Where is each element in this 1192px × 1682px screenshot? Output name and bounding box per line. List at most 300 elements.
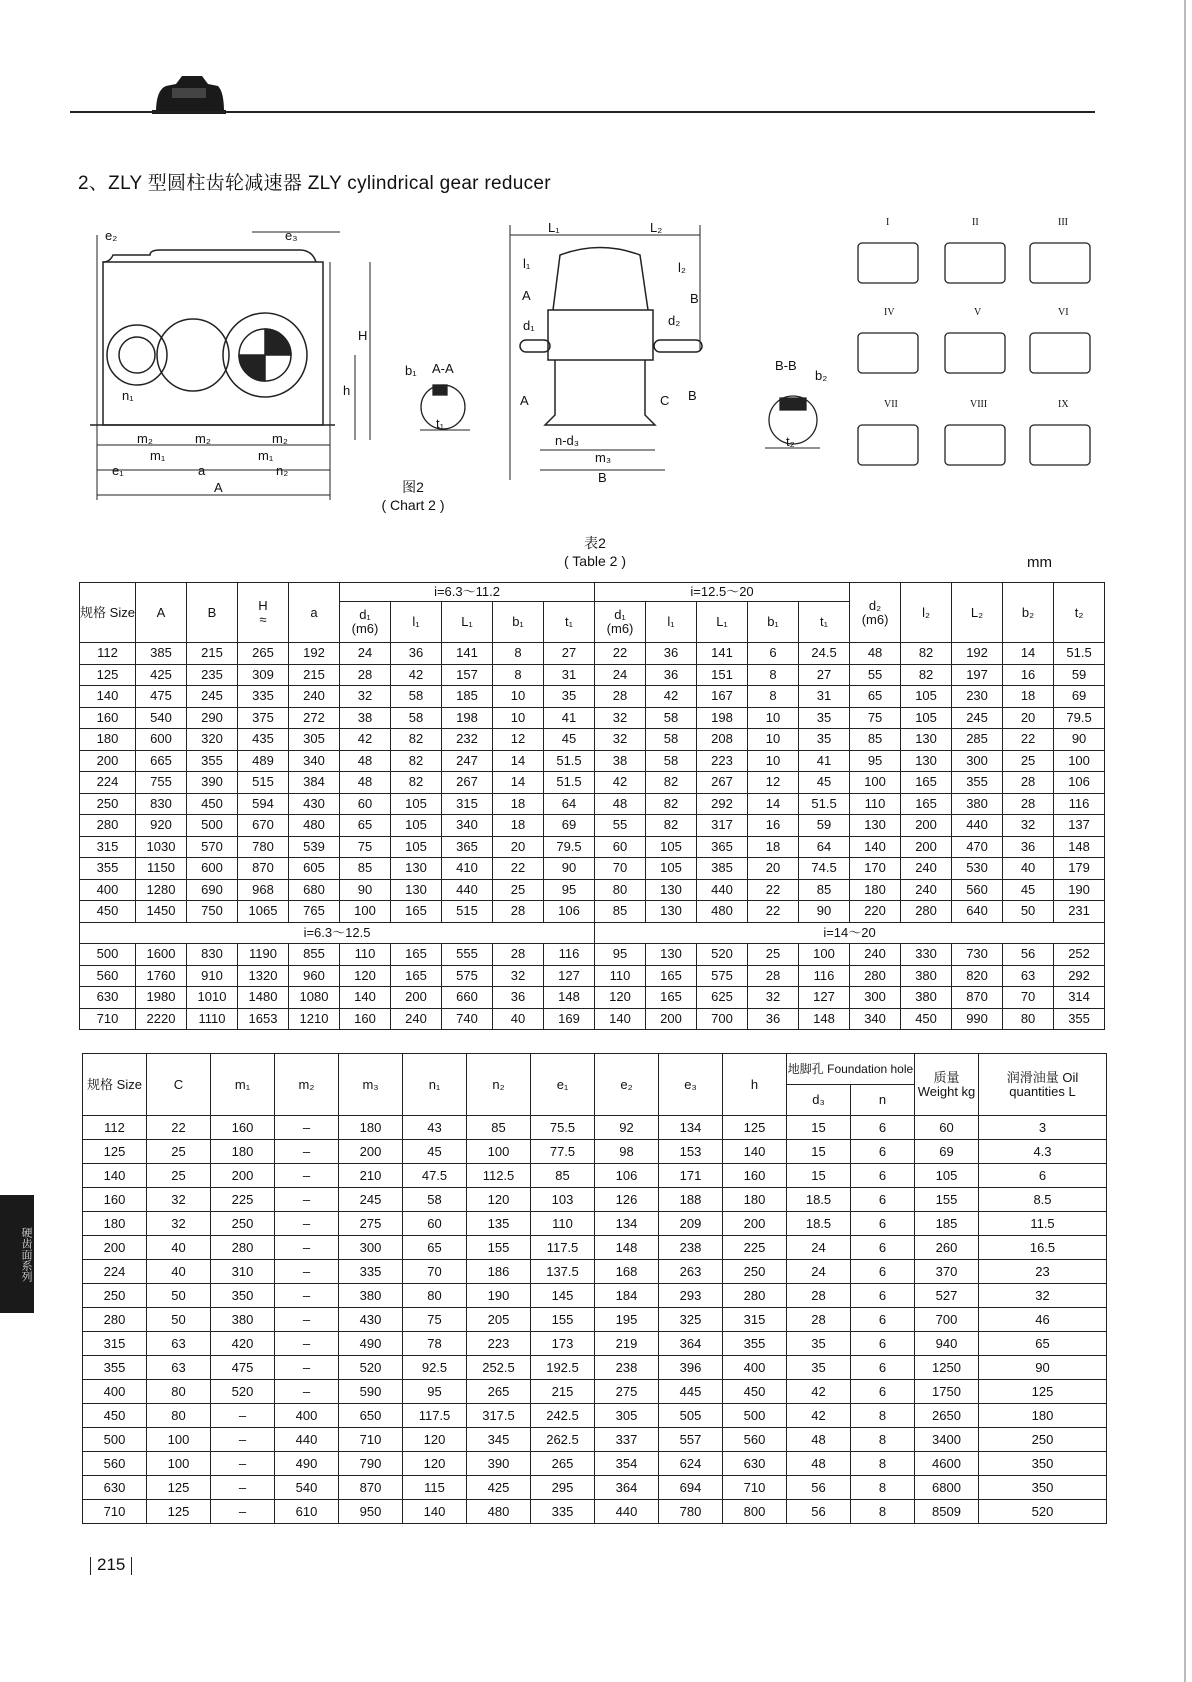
svg-text:II: II — [972, 217, 979, 228]
table-cell: 90 — [979, 1356, 1107, 1380]
table-cell: 40 — [147, 1236, 211, 1260]
table-cell: 380 — [211, 1308, 275, 1332]
front-view-labels — [105, 228, 367, 495]
table-row — [83, 1476, 1107, 1500]
table-cell: 28 — [1003, 793, 1054, 815]
table-cell: 188 — [659, 1188, 723, 1212]
table-cell: 85 — [531, 1164, 595, 1188]
table-cell: 85 — [850, 729, 901, 751]
table-cell: 60 — [403, 1212, 467, 1236]
table-cell: 600 — [187, 858, 238, 880]
table-cell: 75 — [403, 1308, 467, 1332]
table-cell: 490 — [339, 1332, 403, 1356]
table-cell: 116 — [799, 965, 850, 987]
table-cell: 489 — [238, 750, 289, 772]
svg-text:n₂: n₂ — [276, 463, 289, 478]
group-ratio-1: i=6.3～11.2 — [340, 583, 595, 602]
table-cell: 36 — [1003, 836, 1054, 858]
table-cell: 36 — [646, 643, 697, 665]
table-cell: 55 — [595, 815, 646, 837]
table-row — [80, 901, 1105, 923]
chart-caption — [378, 478, 448, 514]
table-cell: 16.5 — [979, 1236, 1107, 1260]
table-cell: 77.5 — [531, 1140, 595, 1164]
table-cell: 480 — [467, 1500, 531, 1524]
table-row — [80, 1008, 1105, 1030]
table-cell: – — [275, 1380, 339, 1404]
table-cell: 390 — [467, 1452, 531, 1476]
table-cell: 134 — [659, 1116, 723, 1140]
table-cell: 60 — [595, 836, 646, 858]
col-b1: b₁ — [493, 602, 544, 643]
table-cell: 35 — [787, 1356, 851, 1380]
table-cell: – — [275, 1284, 339, 1308]
table-cell: 820 — [952, 965, 1003, 987]
table-cell: 60 — [915, 1116, 979, 1140]
table-cell: 100 — [147, 1428, 211, 1452]
table-cell: 450 — [80, 901, 136, 923]
table-cell: 20 — [748, 858, 799, 880]
table-cell: – — [275, 1236, 339, 1260]
table-cell: 230 — [952, 686, 1003, 708]
table-cell: 231 — [1054, 901, 1105, 923]
table-cell: 3400 — [915, 1428, 979, 1452]
col-A: A — [136, 583, 187, 643]
table-cell: 380 — [901, 987, 952, 1009]
table-cell: 195 — [595, 1308, 659, 1332]
table-cell: 200 — [211, 1164, 275, 1188]
table-cell: 60 — [340, 793, 391, 815]
table-cell: 520 — [339, 1356, 403, 1380]
table-cell: 10 — [748, 750, 799, 772]
table-cell: 171 — [659, 1164, 723, 1188]
table-cell: 920 — [136, 815, 187, 837]
table-cell: 117.5 — [531, 1236, 595, 1260]
table-cell: 309 — [238, 664, 289, 686]
table-cell: 130 — [646, 879, 697, 901]
table-row — [83, 1260, 1107, 1284]
table-cell: 527 — [915, 1284, 979, 1308]
table-cell: 680 — [289, 879, 340, 901]
table-cell: 292 — [697, 793, 748, 815]
section-bb-labels — [775, 358, 827, 449]
table-cell: 570 — [187, 836, 238, 858]
table-cell: 260 — [915, 1236, 979, 1260]
table-cell: 480 — [289, 815, 340, 837]
table-cell: 50 — [1003, 901, 1054, 923]
table-row — [80, 664, 1105, 686]
table-cell: 22 — [1003, 729, 1054, 751]
table-cell: 137.5 — [531, 1260, 595, 1284]
table-cell: 1600 — [136, 944, 187, 966]
table-cell: 830 — [136, 793, 187, 815]
table-cell: 28 — [493, 944, 544, 966]
table-cell: 425 — [467, 1476, 531, 1500]
table-cell: 8 — [851, 1428, 915, 1452]
table-cell: 730 — [952, 944, 1003, 966]
chart-caption-en: ( Chart 2 ) — [381, 497, 445, 513]
table-cell: 400 — [83, 1380, 147, 1404]
table-cell: 870 — [952, 987, 1003, 1009]
table-cell: 58 — [646, 750, 697, 772]
svg-text:VII: VII — [884, 399, 898, 410]
col2-m2: m₂ — [275, 1054, 339, 1116]
table-cell: 184 — [595, 1284, 659, 1308]
col-l1: l₁ — [391, 602, 442, 643]
table-row — [80, 686, 1105, 708]
table-cell: 45 — [1003, 879, 1054, 901]
col-d1-b: d₁ (m6) — [595, 602, 646, 643]
table-cell: 192.5 — [531, 1356, 595, 1380]
table-cell: 250 — [979, 1428, 1107, 1452]
table-cell: 100 — [340, 901, 391, 923]
table-cell: 165 — [391, 901, 442, 923]
table-cell: 59 — [799, 815, 850, 837]
table-cell: 14 — [493, 750, 544, 772]
table-cell: 247 — [442, 750, 493, 772]
col-l2: l₂ — [901, 583, 952, 643]
table-cell: 105 — [901, 686, 952, 708]
table-cell: 6 — [851, 1380, 915, 1404]
table-cell: 170 — [850, 858, 901, 880]
table-cell: – — [275, 1308, 339, 1332]
table-cell: 450 — [723, 1380, 787, 1404]
table-cell: 15 — [787, 1116, 851, 1140]
table-cell: 275 — [595, 1380, 659, 1404]
table-cell: 317 — [697, 815, 748, 837]
table-cell: 32 — [979, 1284, 1107, 1308]
table-cell: 215 — [289, 664, 340, 686]
table-cell: 125 — [147, 1476, 211, 1500]
table-cell: 314 — [1054, 987, 1105, 1009]
table-cell: 1110 — [187, 1008, 238, 1030]
table-cell: 280 — [211, 1236, 275, 1260]
table-cell: 45 — [403, 1140, 467, 1164]
table-cell: 100 — [147, 1452, 211, 1476]
table-cell: 280 — [901, 901, 952, 923]
table-cell: 22 — [147, 1116, 211, 1140]
col2-foundation: 地脚孔 Foundation hole — [787, 1054, 915, 1085]
svg-text:e₃: e₃ — [285, 228, 298, 243]
section-bb-drawing — [765, 396, 820, 448]
table-cell: 215 — [187, 643, 238, 665]
table-row — [83, 1188, 1107, 1212]
table-cell: 140 — [850, 836, 901, 858]
table-cell: 148 — [595, 1236, 659, 1260]
svg-text:d₁: d₁ — [523, 318, 535, 333]
table-cell: 1280 — [136, 879, 187, 901]
side-view-labels — [520, 220, 699, 485]
table-cell: 82 — [391, 750, 442, 772]
table-cell: 200 — [83, 1236, 147, 1260]
table-cell: 18 — [493, 793, 544, 815]
table-cell: 192 — [952, 643, 1003, 665]
svg-text:m₂: m₂ — [137, 431, 153, 446]
table-cell: 130 — [391, 858, 442, 880]
table-cell: 390 — [187, 772, 238, 794]
table-cell: 242.5 — [531, 1404, 595, 1428]
table-cell: 20 — [493, 836, 544, 858]
svg-text:IX: IX — [1058, 399, 1069, 410]
table-cell: – — [275, 1212, 339, 1236]
table-cell: 245 — [187, 686, 238, 708]
table-cell: 127 — [799, 987, 850, 1009]
table-cell: 300 — [952, 750, 1003, 772]
table-cell: 82 — [901, 643, 952, 665]
table-cell: 58 — [646, 729, 697, 751]
table-cell: 180 — [211, 1140, 275, 1164]
table-cell: 200 — [901, 815, 952, 837]
mid-ratio-group-2: i=14～20 — [595, 922, 1105, 944]
table-row — [83, 1452, 1107, 1476]
col-l1-b: l₁ — [646, 602, 697, 643]
table-cell: 4.3 — [979, 1140, 1107, 1164]
table-cell: 385 — [697, 858, 748, 880]
table-cell: 126 — [595, 1188, 659, 1212]
table-cell: 1080 — [289, 987, 340, 1009]
svg-text:l₁: l₁ — [523, 256, 531, 271]
table-cell: 410 — [442, 858, 493, 880]
col-b1-b: b₁ — [748, 602, 799, 643]
table-cell: 594 — [238, 793, 289, 815]
table-cell: 235 — [187, 664, 238, 686]
col2-h: h — [723, 1054, 787, 1116]
table-cell: 112 — [80, 643, 136, 665]
col2-m1: m₁ — [211, 1054, 275, 1116]
table-cell: 223 — [697, 750, 748, 772]
table-cell: 780 — [659, 1500, 723, 1524]
table-cell: 141 — [442, 643, 493, 665]
table-cell: 14 — [1003, 643, 1054, 665]
table-row — [80, 729, 1105, 751]
table-cell: 335 — [531, 1500, 595, 1524]
table-cell: 48 — [595, 793, 646, 815]
table-cell: 450 — [901, 1008, 952, 1030]
table-cell: 173 — [531, 1332, 595, 1356]
table-cell: 64 — [799, 836, 850, 858]
table-cell: – — [275, 1188, 339, 1212]
table-cell: 6 — [748, 643, 799, 665]
table-cell: 38 — [595, 750, 646, 772]
table-cell: 167 — [697, 686, 748, 708]
table-cell: 515 — [238, 772, 289, 794]
table-cell: 350 — [211, 1284, 275, 1308]
table-cell: 140 — [403, 1500, 467, 1524]
svg-text:e₂: e₂ — [105, 228, 118, 243]
brand-logo — [152, 72, 226, 116]
table-cell: 24 — [787, 1260, 851, 1284]
table-row — [80, 965, 1105, 987]
unit-label: mm — [1027, 554, 1052, 571]
table-cell: 765 — [289, 901, 340, 923]
table-row — [83, 1404, 1107, 1428]
table-cell: 63 — [147, 1356, 211, 1380]
table-cell: 350 — [979, 1476, 1107, 1500]
col-size: 规格 Size — [80, 583, 136, 643]
table-cell: 340 — [850, 1008, 901, 1030]
table-cell: 80 — [147, 1404, 211, 1428]
table-cell: 28 — [787, 1284, 851, 1308]
table-cell: 16 — [1003, 664, 1054, 686]
table-cell: 120 — [403, 1428, 467, 1452]
table-cell: 200 — [80, 750, 136, 772]
table-cell: 134 — [595, 1212, 659, 1236]
svg-text:III: III — [1058, 217, 1068, 228]
table-cell: 59 — [1054, 664, 1105, 686]
table-cell: 42 — [646, 686, 697, 708]
table-cell: 36 — [748, 1008, 799, 1030]
table-cell: 120 — [467, 1188, 531, 1212]
table-cell: 28 — [787, 1308, 851, 1332]
table-row — [83, 1356, 1107, 1380]
table-cell: 690 — [187, 879, 238, 901]
table-row — [80, 836, 1105, 858]
header-rule — [70, 111, 1095, 113]
table-cell: 116 — [1054, 793, 1105, 815]
col-a: a — [289, 583, 340, 643]
table-row — [80, 772, 1105, 794]
table-cell: 950 — [339, 1500, 403, 1524]
table-cell: 28 — [340, 664, 391, 686]
table-cell: 27 — [544, 643, 595, 665]
table-cell: 590 — [339, 1380, 403, 1404]
svg-text:A: A — [214, 480, 223, 495]
table-cell: 292 — [1054, 965, 1105, 987]
table-cell: 120 — [595, 987, 646, 1009]
table-cell: 115 — [403, 1476, 467, 1500]
table-cell: 1065 — [238, 901, 289, 923]
table-cell: 855 — [289, 944, 340, 966]
table-cell: 400 — [275, 1404, 339, 1428]
table-cell: 8 — [748, 686, 799, 708]
table-cell: 6 — [851, 1140, 915, 1164]
col2-n: n — [851, 1085, 915, 1116]
table-cell: – — [211, 1500, 275, 1524]
table-cell: 6 — [851, 1212, 915, 1236]
table-cell: 82 — [646, 772, 697, 794]
table-cell: 75 — [850, 707, 901, 729]
table-cell: 630 — [80, 987, 136, 1009]
table-cell: 355 — [1054, 1008, 1105, 1030]
table-cell: 69 — [544, 815, 595, 837]
table-cell: 48 — [340, 750, 391, 772]
col2-e2: e₂ — [595, 1054, 659, 1116]
table-cell: 6 — [851, 1308, 915, 1332]
svg-text:IV: IV — [884, 307, 895, 318]
table-cell: 165 — [646, 965, 697, 987]
table-cell: 262.5 — [531, 1428, 595, 1452]
table-cell: 280 — [723, 1284, 787, 1308]
table-cell: 100 — [850, 772, 901, 794]
table-cell: 355 — [723, 1332, 787, 1356]
table-cell: 6 — [851, 1332, 915, 1356]
table-cell: 63 — [147, 1332, 211, 1356]
table-cell: 192 — [289, 643, 340, 665]
table-cell: 968 — [238, 879, 289, 901]
svg-text:L₂: L₂ — [650, 220, 663, 235]
table-cell: 1030 — [136, 836, 187, 858]
table-cell: 8 — [851, 1500, 915, 1524]
table-cell: 50 — [147, 1284, 211, 1308]
table-cell: 110 — [595, 965, 646, 987]
table-cell: 48 — [787, 1428, 851, 1452]
dimensions-table — [79, 582, 1105, 1030]
table-cell: 450 — [83, 1404, 147, 1428]
table-cell: 160 — [340, 1008, 391, 1030]
table-cell: 23 — [979, 1260, 1107, 1284]
table-cell: 35 — [787, 1332, 851, 1356]
table-cell: 300 — [339, 1236, 403, 1260]
table-cell: 870 — [238, 858, 289, 880]
table-cell: 90 — [544, 858, 595, 880]
table-cell: 165 — [901, 772, 952, 794]
table-row — [83, 1332, 1107, 1356]
table-cell: 32 — [748, 987, 799, 1009]
table-cell: 125 — [979, 1380, 1107, 1404]
table-cell: 275 — [339, 1212, 403, 1236]
table-cell: 18.5 — [787, 1212, 851, 1236]
table-cell: 710 — [339, 1428, 403, 1452]
table-cell: – — [275, 1164, 339, 1188]
table-cell: 557 — [659, 1428, 723, 1452]
table-cell: 41 — [544, 707, 595, 729]
table-cell: 285 — [952, 729, 1003, 751]
table-cell: 305 — [289, 729, 340, 751]
table-cell: 179 — [1054, 858, 1105, 880]
table-cell: 165 — [901, 793, 952, 815]
table-cell: 125 — [83, 1140, 147, 1164]
table-cell: 160 — [80, 707, 136, 729]
table-row — [80, 793, 1105, 815]
col2-d3: d₃ — [787, 1085, 851, 1116]
chart-caption-cn: 图2 — [402, 479, 424, 495]
table-cell: 75.5 — [531, 1116, 595, 1140]
table-cell: 440 — [697, 879, 748, 901]
table-cell: 8 — [851, 1404, 915, 1428]
table-cell: 40 — [1003, 858, 1054, 880]
svg-text:V: V — [974, 307, 982, 318]
table-cell: 575 — [697, 965, 748, 987]
table-cell: 990 — [952, 1008, 1003, 1030]
svg-text:e₁: e₁ — [112, 463, 124, 478]
table-cell: 960 — [289, 965, 340, 987]
table-cell: 252.5 — [467, 1356, 531, 1380]
table-cell: 145 — [531, 1284, 595, 1308]
table-cell: 1750 — [915, 1380, 979, 1404]
table-cell: 41 — [799, 750, 850, 772]
table-cell: 6 — [851, 1164, 915, 1188]
table-cell: 64 — [544, 793, 595, 815]
table-cell: 710 — [83, 1500, 147, 1524]
table-cell: 240 — [901, 858, 952, 880]
group-ratio-2: i=12.5～20 — [595, 583, 850, 602]
table-cell: 364 — [659, 1332, 723, 1356]
table-cell: 210 — [339, 1164, 403, 1188]
table-cell: 470 — [952, 836, 1003, 858]
table-cell: 280 — [83, 1308, 147, 1332]
table-cell: 28 — [595, 686, 646, 708]
table-cell: 8.5 — [979, 1188, 1107, 1212]
table-cell: 1760 — [136, 965, 187, 987]
table-cell: 3 — [979, 1116, 1107, 1140]
table-cell: 40 — [493, 1008, 544, 1030]
table-cell: 79.5 — [544, 836, 595, 858]
table-cell: 78 — [403, 1332, 467, 1356]
table-cell: 238 — [595, 1356, 659, 1380]
table-cell: 200 — [901, 836, 952, 858]
table-row — [80, 987, 1105, 1009]
table-cell: 42 — [391, 664, 442, 686]
